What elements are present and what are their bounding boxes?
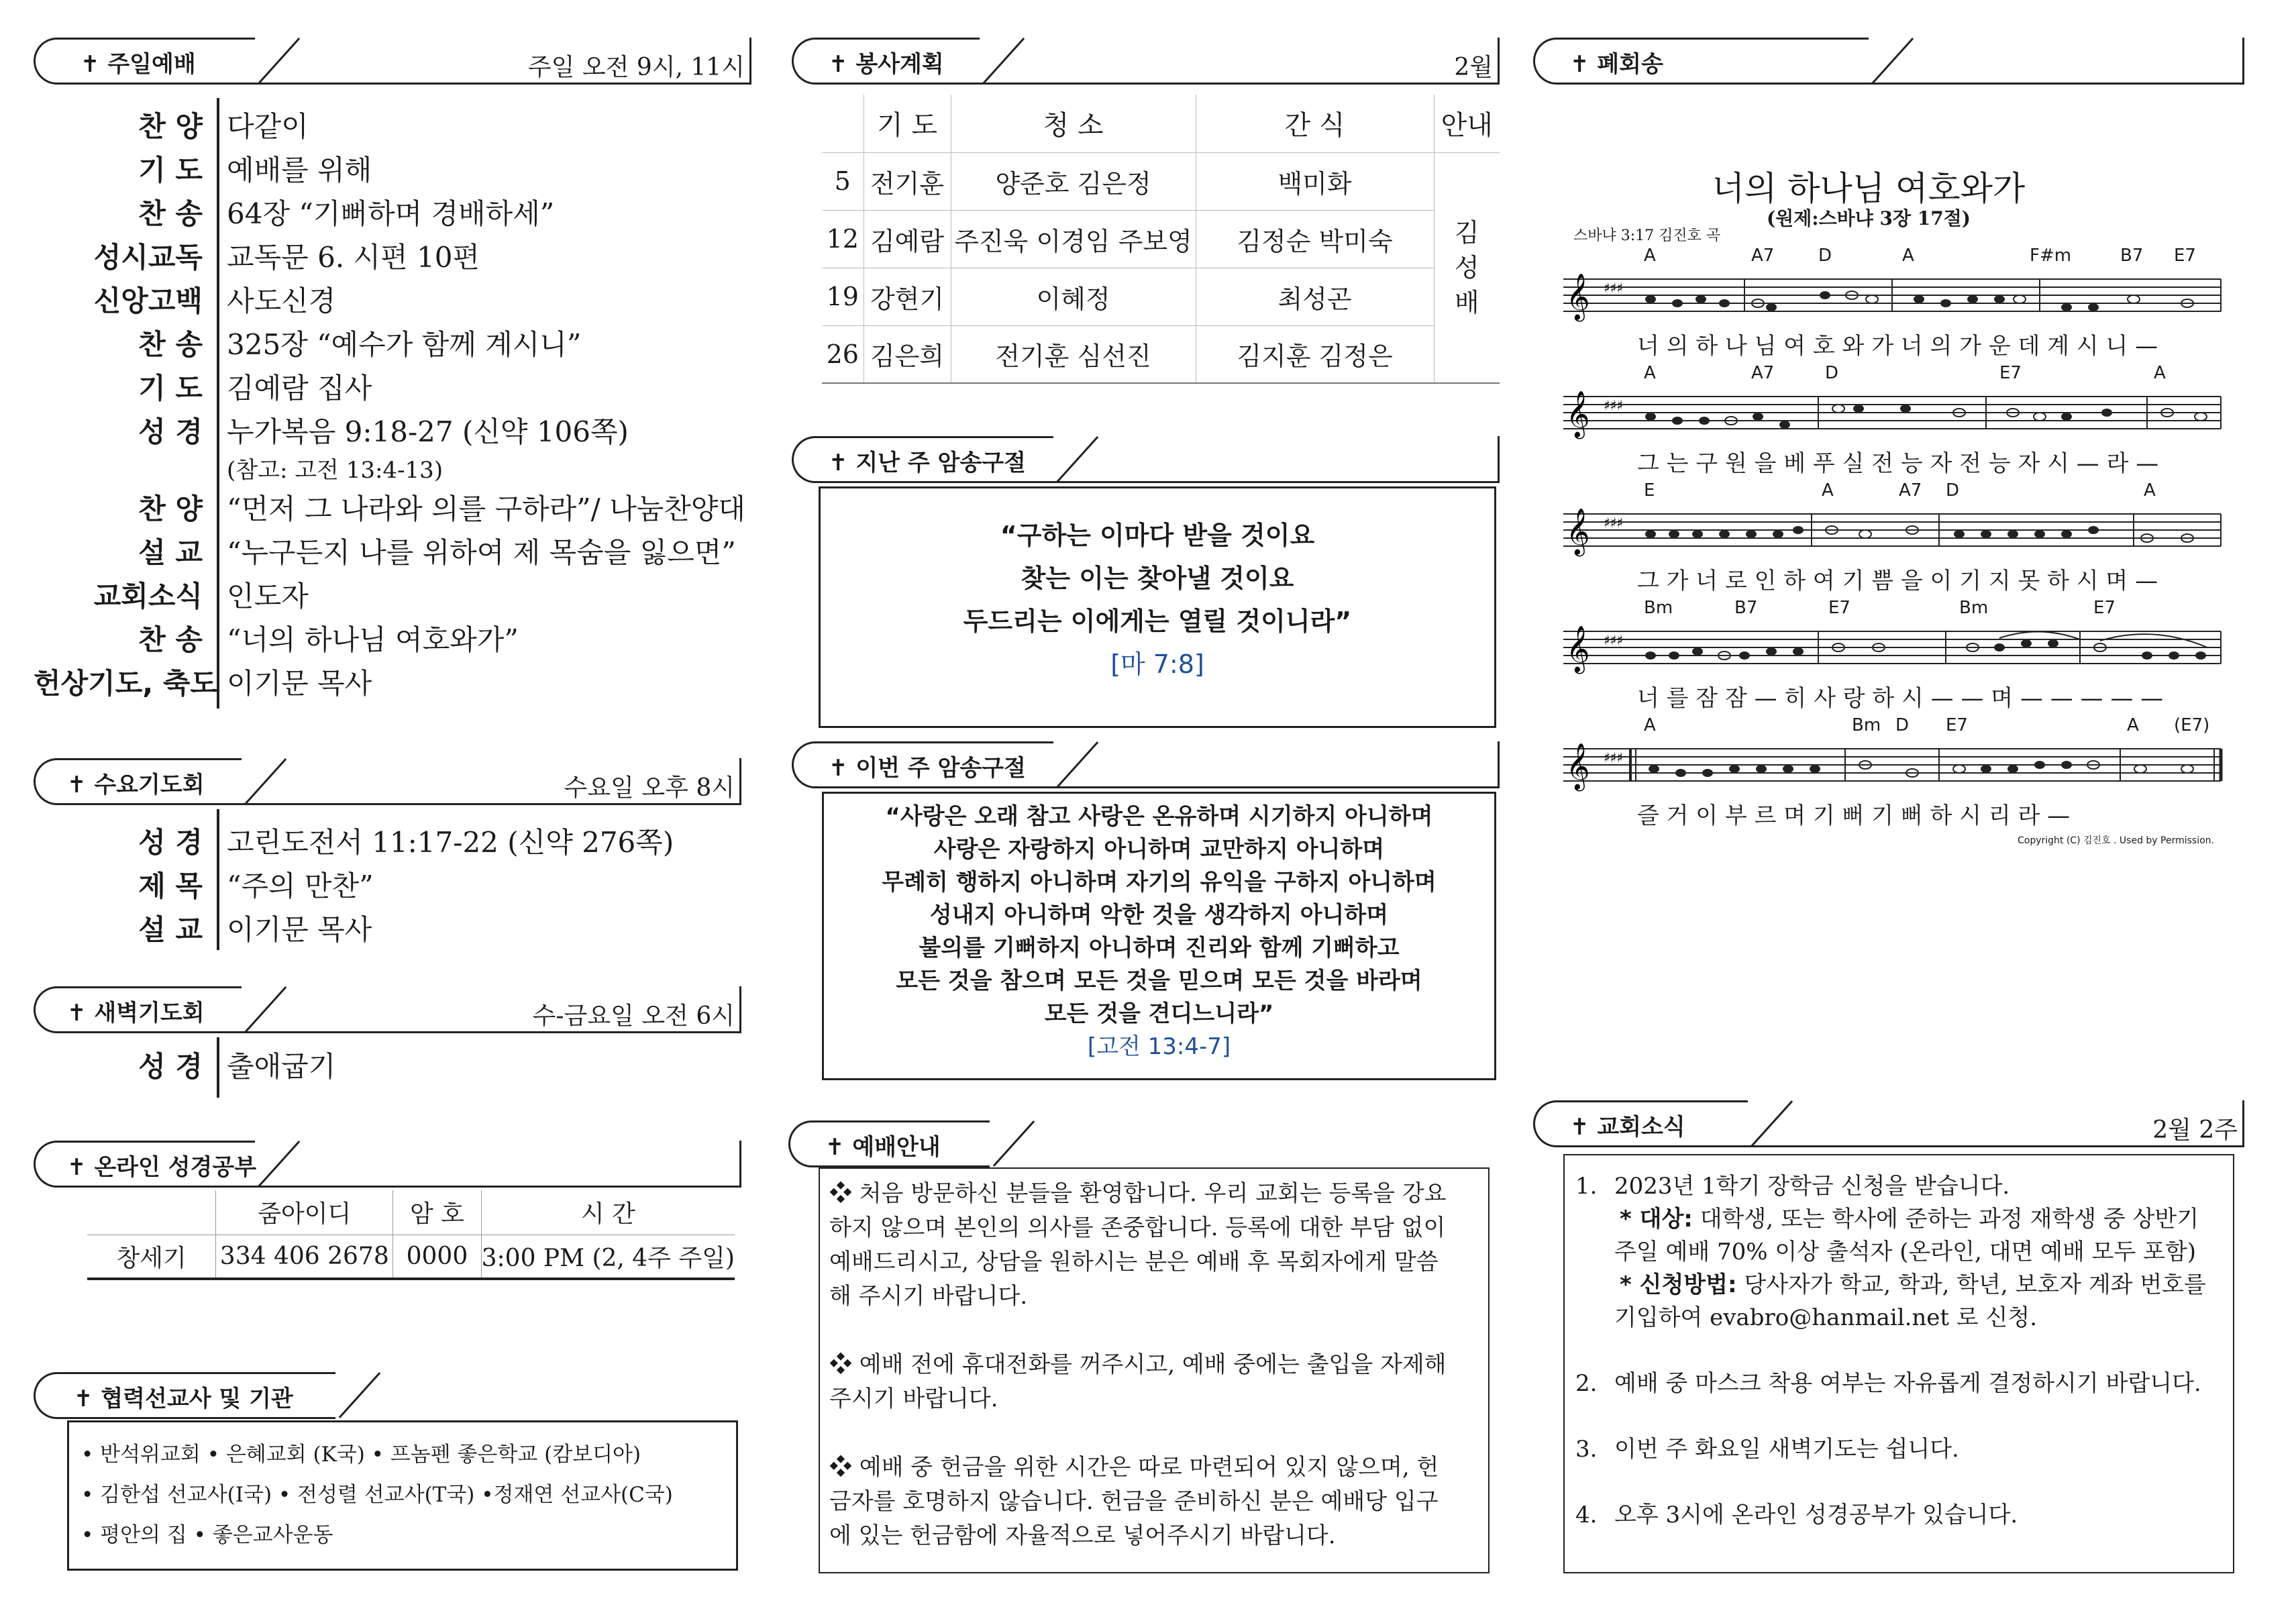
staff — [1557, 272, 2228, 326]
guide-section — [788, 1120, 1500, 1577]
staff-row — [1557, 363, 2228, 477]
order-row: 성 경 고린도전서 11:17-22 (신약 276쪽) — [138, 825, 674, 859]
order-row: 찬 양 “먼저 그 나라와 의를 구하라”/ 나눔찬양대 — [138, 492, 745, 525]
verse-reference: [고전 13:4-7] — [1087, 1033, 1231, 1060]
chord-row — [1557, 246, 2228, 272]
chord: D — [1946, 480, 1960, 501]
partner-line: • 평안의 집 • 좋은교사운동 — [81, 1523, 333, 1547]
verse-line: “사랑은 오래 참고 사랑은 온유하며 시기하지 아니하며 — [885, 803, 1433, 830]
guide-box — [819, 1167, 1490, 1573]
table-row: 26 김은희 전기훈 심선진 김지훈 김정은 — [822, 325, 1500, 383]
verse-line: 성내지 아니하며 악한 것을 생각하지 아니하며 — [929, 902, 1389, 929]
dawn-header — [34, 986, 741, 1033]
staff — [1557, 507, 2228, 561]
chord: A — [2144, 480, 2156, 501]
last-verse-header — [792, 436, 1500, 483]
chord: D — [1825, 363, 1839, 383]
order-row: 설 교 이기문 목사 — [138, 912, 372, 946]
chord: A — [1644, 715, 1656, 735]
order-row: 기 도 김예람 집사 — [138, 371, 372, 405]
this-verse-box — [822, 792, 1496, 1080]
svg-text:♯♯♯: ♯♯♯ — [1604, 397, 1624, 413]
chord: E7 — [1828, 598, 1850, 618]
staff-row — [1557, 480, 2228, 594]
chord: E7 — [2093, 598, 2116, 618]
staff — [1557, 742, 2228, 796]
dawn-order — [34, 1043, 335, 1086]
partners-section — [34, 1372, 741, 1573]
dawn-time: 수-금요일 오전 6시 — [532, 1002, 735, 1030]
cross-icon: ✝ — [67, 1000, 95, 1027]
order-row: 신앙고백 사도신경 — [93, 284, 336, 317]
svg-text:𝄞: 𝄞 — [1566, 273, 1590, 320]
verse-line: 사랑은 자랑하지 아니하며 교만하지 아니하며 — [933, 836, 1385, 863]
news-week: 2월 2주 — [2152, 1116, 2238, 1144]
section-title: 지난 주 암송구절 — [855, 450, 1026, 476]
order-row: 찬 송 “너의 하나님 여호와가” — [138, 623, 519, 656]
chord: D — [1895, 715, 1910, 735]
section-title: 협력선교사 및 기관 — [101, 1385, 293, 1412]
dawn-section — [34, 986, 741, 1100]
svg-text:♯♯♯: ♯♯♯ — [1604, 749, 1624, 766]
this-verse-header — [792, 741, 1500, 788]
guide-paragraph: ❖ 처음 방문하신 분들을 환영합니다. 우리 교회는 등록을 강요 하지 않으며 본인의 의사를 존중합니다. 등록에 대한 부담 없이 예배드리시고, 상담을 원하시는 분은 예배 후 목회자에게 말씀 해 주시기 바랍니다. — [829, 1180, 1447, 1310]
chord: A7 — [1751, 246, 1775, 266]
section-title: 교회소식 — [1597, 1114, 1685, 1141]
chord: F#m — [2030, 246, 2072, 266]
verse-line: 불의를 기뻐하지 아니하며 진리와 함께 기뻐하고 — [919, 935, 1400, 961]
cross-icon: ✝ — [67, 1154, 95, 1181]
lyric-line: 너 의 하 나 님 여 호 와 가 너 의 가 운 데 계 시 니 — — [1637, 333, 2158, 360]
section-title: 폐회송 — [1597, 51, 1663, 78]
sunday-section — [34, 38, 751, 715]
order-row: 성 경 출애굽기 — [138, 1049, 336, 1083]
section-title: 예배안내 — [852, 1134, 941, 1161]
last-verse-section — [792, 436, 1500, 731]
sunday-header — [34, 38, 751, 85]
sunday-order — [34, 103, 745, 703]
online-table: 줌아이디 암 호 시 간 창세기 334 406 2678 0000 3:00 PM (2, 4주 주일) — [87, 1190, 735, 1280]
this-verse-section — [792, 741, 1500, 1084]
staff-row — [1557, 246, 2228, 360]
svg-text:♯♯♯: ♯♯♯ — [1604, 632, 1624, 648]
svg-text:♯♯♯: ♯♯♯ — [1604, 515, 1624, 531]
chord: D — [1818, 246, 1832, 266]
song-subtitle: (원제:스바냐 3장 17절) — [1766, 207, 1971, 229]
verse-line: 두드리는 이에게는 열릴 것이니라” — [963, 607, 1352, 636]
section-title: 새벽기도회 — [94, 1000, 205, 1027]
order-row: 교회소식 인도자 — [93, 579, 309, 613]
cross-icon: ✝ — [81, 51, 108, 78]
copyright: Copyright (C) 김진호 . Used by Permission. — [2017, 835, 2214, 846]
chord: A — [1822, 480, 1834, 501]
partner-line: • 반석위교회 • 은혜교회 (K국) • 프놈펜 좋은학교 (캄보디아) — [81, 1443, 641, 1467]
news-header — [1533, 1100, 2244, 1147]
guide-cell: 김 성 배 — [1434, 152, 1500, 383]
table-row: 19 강현기 이혜정 최성곤 — [822, 268, 1500, 325]
online-header — [34, 1141, 741, 1188]
svg-text:𝄞: 𝄞 — [1566, 508, 1590, 555]
order-row: 찬 송 64장 “기뻐하며 경배하세” — [138, 197, 555, 230]
service-plan-header — [792, 38, 1500, 85]
partner-line: • 김한섭 선교사(I국) • 전성렬 선교사(T국) •정재연 선교사(C국) — [81, 1483, 673, 1507]
chord: (E7) — [2174, 715, 2210, 735]
verse-reference: [마 7:8] — [1110, 649, 1204, 679]
closing-section — [1533, 38, 2244, 870]
lyric-line: 너 를 잠 잠 — 히 사 랑 하 시 — — 며 — — — — — — [1637, 685, 2164, 712]
sheet-music — [1557, 246, 2228, 849]
chord-row — [1557, 598, 2228, 625]
cross-icon: ✝ — [67, 772, 95, 798]
sunday-time: 주일 오전 9시, 11시 — [527, 54, 745, 81]
svg-text:𝄞: 𝄞 — [1566, 625, 1590, 672]
order-row: 찬 양 다같이 — [138, 109, 309, 143]
cross-icon: ✝ — [829, 450, 856, 476]
table-row: 5 전기훈 양준호 김은정 백미화 김 성 배 — [822, 152, 1500, 210]
section-title: 봉사계획 — [855, 51, 944, 78]
wednesday-section — [34, 758, 741, 953]
guide-paragraph: ❖ 예배 전에 휴대전화를 꺼주시고, 예배 중에는 출입을 자제해 주시기 바랍니다. — [829, 1351, 1447, 1412]
song-title: 너의 하나님 여호와가 — [1712, 169, 2026, 208]
chord: A — [2127, 715, 2139, 735]
news-box — [1563, 1154, 2234, 1573]
order-row: 찬 송 325장 “예수가 함께 계시니” — [138, 327, 582, 361]
chord-row — [1557, 480, 2228, 507]
order-row: 설 교 “누구든지 나를 위하여 제 목숨을 잃으면” — [138, 535, 736, 569]
chord: Bm — [1644, 598, 1673, 618]
order-row: 제 목 “주의 만찬” — [138, 869, 374, 902]
order-row: 기 도 예배를 위해 — [138, 153, 372, 187]
partners-box — [67, 1420, 738, 1571]
guide-header — [788, 1120, 1057, 1167]
chord: B7 — [2120, 246, 2144, 266]
verse-line: 찾는 이는 찾아낼 것이요 — [1021, 564, 1294, 593]
cross-icon: ✝ — [1570, 1114, 1598, 1141]
verse-line: 모든 것을 참으며 모든 것을 믿으며 모든 것을 바라며 — [896, 968, 1422, 994]
lyric-line: 그 가 너 로 인 하 여 기 쁨 을 이 기 지 못 하 시 며 — — [1637, 568, 2158, 594]
cross-icon: ✝ — [825, 1134, 853, 1161]
chord: E7 — [1946, 715, 1968, 735]
chord: A7 — [1751, 363, 1775, 383]
chord: E7 — [2174, 246, 2196, 266]
service-table: 기 도 청 소 간 식 안내 5 전기훈 양준호 김은정 백미화 김 성 배 12 김예람 주진욱 이경임 주보영 김정순 박미숙 19 강현기 이혜정 최성곤 26 김은희 전기훈 심선진 김지훈 김정은 — [822, 95, 1500, 384]
table-row: 12 김예람 주진욱 이경임 주보영 김정순 박미숙 — [822, 210, 1500, 268]
section-title: 주일예배 — [107, 51, 196, 78]
wednesday-time: 수요일 오후 8시 — [564, 774, 735, 802]
guide-paragraph: ❖ 예배 중 헌금을 위한 시간은 따로 마련되어 있지 않으며, 헌 금자를 호명하지 않습니다. 헌금을 준비하신 분은 예배당 입구 에 있는 헌금함에 자율적으로 넣어주시기 바랍니다. — [829, 1454, 1439, 1549]
chord: A — [1644, 363, 1656, 383]
service-plan-section — [792, 38, 1500, 386]
last-verse-box — [819, 486, 1496, 728]
scripture-note: (참고: 고전 13:4-13) — [227, 457, 443, 484]
chord: E — [1644, 480, 1655, 501]
service-month: 2월 — [1454, 54, 1493, 81]
cross-icon: ✝ — [829, 755, 856, 782]
cross-icon: ✝ — [829, 51, 856, 78]
staff-row — [1557, 715, 2228, 829]
svg-text:𝄞: 𝄞 — [1566, 743, 1590, 790]
chord: A — [1644, 246, 1656, 266]
news-item: 4. 오후 3시에 온라인 성경공부가 있습니다. — [1575, 1502, 2018, 1528]
order-row: 성 경 누가복음 9:18-27 (신약 106쪽) — [138, 415, 629, 448]
lyric-line: 즐 거 이 부 르 며 기 뻐 기 뻐 하 시 리 라 — — [1637, 802, 2071, 829]
song-source: 스바냐 3:17 김진호 곡 — [1573, 227, 1721, 244]
section-title: 온라인 성경공부 — [94, 1154, 257, 1181]
partners-header — [34, 1372, 356, 1419]
staff — [1557, 625, 2228, 678]
cross-icon: ✝ — [1570, 51, 1598, 78]
news-section — [1533, 1100, 2244, 1577]
chord: B7 — [1734, 598, 1758, 618]
news-item: 1. 2023년 1학기 장학금 신청을 받습니다. * 대상: 대학생, 또는 학사에 준하는 과정 재학생 중 상반기 주일 예배 70% 이상 출석자 (온라인, 대면 예배 모두 포함) * 신청방법: 당사자가 학교, 학과, 학년, 보호자 계좌 번호를 기입하여 evabro@hanmail.net 로 신청. — [1575, 1173, 2206, 1331]
chord: Bm — [1852, 715, 1881, 735]
news-item: 3. 이번 주 화요일 새벽기도는 쉽니다. — [1575, 1436, 1959, 1463]
section-title: 수요기도회 — [94, 772, 205, 798]
section-title: 이번 주 암송구절 — [855, 755, 1026, 782]
order-row: 헌상기도, 축도 이기문 목사 — [34, 666, 372, 700]
chord-row — [1557, 715, 2228, 742]
svg-text:𝄞: 𝄞 — [1566, 390, 1590, 437]
chord: Bm — [1959, 598, 1989, 618]
lyric-line: 그 는 구 원 을 베 푸 실 전 능 자 전 능 자 시 — 라 — — [1637, 450, 2159, 477]
verse-line: 무례히 행하지 아니하며 자기의 유익을 구하지 아니하며 — [882, 869, 1437, 896]
closing-header — [1533, 38, 2244, 85]
chord: A — [2154, 363, 2166, 383]
online-section — [34, 1141, 741, 1288]
chord: A — [1902, 246, 1914, 266]
chord: A7 — [1899, 480, 1922, 501]
verse-line: 모든 것을 견디느니라” — [1044, 1000, 1274, 1027]
wednesday-header — [34, 758, 741, 805]
cross-icon: ✝ — [74, 1385, 101, 1412]
order-row: 성시교독 교독문 6. 시편 10편 — [93, 240, 480, 274]
chord-row — [1557, 363, 2228, 390]
news-item: 2. 예배 중 마스크 착용 여부는 자유롭게 결정하시기 바랍니다. — [1575, 1370, 2201, 1397]
wednesday-order — [34, 819, 674, 949]
staff — [1557, 390, 2228, 443]
table-row: 창세기 334 406 2678 0000 3:00 PM (2, 4주 주일) — [87, 1235, 735, 1279]
svg-text:♯♯♯: ♯♯♯ — [1604, 280, 1624, 296]
verse-line: “구하는 이마다 받을 것이요 — [1000, 521, 1315, 550]
staff-row — [1557, 598, 2228, 712]
chord: E7 — [1999, 363, 2022, 383]
